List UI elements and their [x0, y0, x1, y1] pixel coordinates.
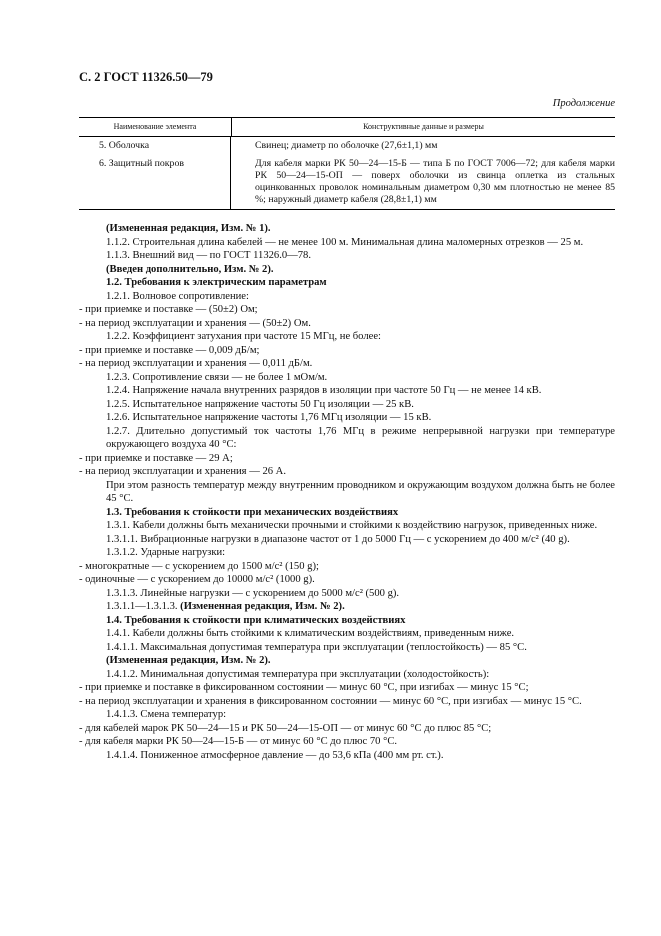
- table-header-element: Наименование элемента: [79, 118, 232, 136]
- section-heading: 1.2. Требования к электрическим параметрам: [106, 277, 327, 288]
- paragraph: 1.4.1.2. Минимальная допустимая температура при эксплуатации (холодостойкость):: [106, 668, 490, 680]
- list-item: - на период эксплуатации и хранения — (50±2) Ом.: [79, 317, 311, 329]
- document-body: [79, 222, 615, 762]
- paragraph: 1.4.1. Кабели должны быть стойкими к климатическим воздействиям, приведенным ниже.: [106, 628, 515, 639]
- list-item: - на период эксплуатации и хранения — 26 А.: [79, 466, 286, 477]
- list-item: - для кабеля марки РК 50—24—15-Б — от минус 60 °С до плюс 70 °С.: [79, 736, 398, 747]
- paragraph: 1.2.1. Волновое сопротивление:: [106, 290, 249, 302]
- table-cell-value: Для кабеля марки РК 50—24—15-Б — типа Б по ГОСТ 7006—72; для кабеля марки РК 50—24—15-ОП — поверх оболочки из свинца оплетка из стальных оцинкованных проволок номинальным диаметром 0,30 мм плотностью не менее 85 %; наружный диаметр кабеля (28,8±1,1) мм: [255, 158, 615, 205]
- continuation-label: Продолжение: [552, 98, 615, 109]
- paragraph: 1.2.7. Длительно допустимый ток частоты 1,76 МГц в режиме непрерывной нагрузки при температуре окружающего воздуха 40 °С:: [106, 425, 615, 450]
- list-item: - при приемке и поставке в фиксированном состоянии — минус 60 °С, при изгибах — минус 15 °С;: [79, 682, 529, 693]
- table-header-data: Конструктивные данные и размеры: [363, 122, 484, 131]
- construction-table: [79, 117, 615, 210]
- table-cell-name: 6. Защитный покров: [79, 155, 231, 209]
- paragraph: 1.2.2. Коэффициент затухания при частоте 15 МГц, не более:: [106, 331, 381, 342]
- amendment-note: (Введен дополнительно, Изм. № 2).: [106, 263, 274, 275]
- paragraph: 1.3.1.3. Линейные нагрузки — с ускорением до 5000 м/с² (500 g).: [106, 587, 400, 599]
- paragraph: 1.1.3. Внешний вид — по ГОСТ 11326.0—78.: [106, 250, 312, 261]
- list-item: - при приемке и поставке — (50±2) Ом;: [79, 304, 258, 315]
- page-title: С. 2 ГОСТ 11326.50—79: [79, 70, 213, 84]
- paragraph: 1.4.1.3. Смена температур:: [106, 709, 227, 720]
- paragraph-text: 1.1.2. Строительная длина кабелей — не менее 100 м. Минимальная длина маломерных отрезков — 25 м.: [106, 236, 584, 248]
- list-item: - для кабелей марок РК 50—24—15 и РК 50—24—15-ОП — от минус 60 °С до плюс 85 °С;: [79, 722, 492, 734]
- table-cell-name: 5. Оболочка: [79, 137, 231, 155]
- clause-range: 1.3.1.1—1.3.1.3.: [106, 601, 178, 612]
- paragraph: 1.4.1.1. Максимальная допустимая температура при эксплуатации (теплостойкость) — 85 °С.: [106, 641, 527, 653]
- paragraph: 1.3.1.2. Ударные нагрузки:: [106, 547, 226, 558]
- paragraph: 1.3.1. Кабели должны быть механически прочными и стойкими к воздействию нагрузок, приведенных ниже.: [106, 520, 598, 531]
- list-item: - при приемке и поставке — 0,009 дБ/м;: [79, 344, 260, 356]
- table-header: [79, 117, 615, 137]
- paragraph: 1.2.5. Испытательное напряжение частоты 50 Гц изоляции — 25 кВ.: [106, 398, 414, 410]
- section-heading: 1.3. Требования к стойкости при механических воздействиях: [106, 506, 399, 518]
- table-cell-value: Свинец; диаметр по оболочке (27,6±1,1) мм: [255, 140, 438, 151]
- table-row: [79, 155, 615, 210]
- amendment-note: (Измененная редакция, Изм. № 1).: [106, 223, 271, 234]
- paragraph: [106, 236, 615, 250]
- list-item: - на период эксплуатации и хранения — 0,011 дБ/м.: [79, 358, 313, 369]
- amendment-note: (Измененная редакция, Изм. № 2).: [180, 601, 345, 612]
- paragraph: 1.2.6. Испытательное напряжение частоты 1,76 МГц изоляции — 15 кВ.: [106, 412, 432, 423]
- section-heading: 1.4. Требования к стойкости при климатических воздействиях: [106, 614, 406, 626]
- list-item: - одиночные — с ускорением до 10000 м/с² (1000 g).: [79, 574, 315, 585]
- amendment-note: (Измененная редакция, Изм. № 2).: [106, 655, 271, 666]
- paragraph: При этом разность температур между внутренним проводником и окружающим воздухом должна быть не более 45 °С.: [106, 479, 615, 504]
- list-item: - многократные — с ускорением до 1500 м/с² (150 g);: [79, 560, 319, 572]
- paragraph: 1.3.1.1. Вибрационные нагрузки в диапазоне частот от 1 до 5000 Гц — с ускорением до 400 м/с² (40 g).: [106, 533, 570, 545]
- table-row: [79, 137, 615, 155]
- list-item: - при приемке и поставке — 29 А;: [79, 452, 233, 464]
- paragraph: 1.2.4. Напряжение начала внутренних разрядов в изоляции при частоте 50 Гц — не менее 14 кВ.: [106, 385, 542, 396]
- paragraph: [106, 600, 615, 614]
- paragraph: 1.4.1.4. Пониженное атмосферное давление — до 53,6 кПа (400 мм рт. ст.).: [106, 749, 444, 761]
- paragraph: 1.2.3. Сопротивление связи — не более 1 мОм/м.: [106, 371, 328, 383]
- list-item: - на период эксплуатации и хранения в фиксированном состоянии — минус 60 °С, при изгибах — минус 15 °С.: [79, 695, 582, 707]
